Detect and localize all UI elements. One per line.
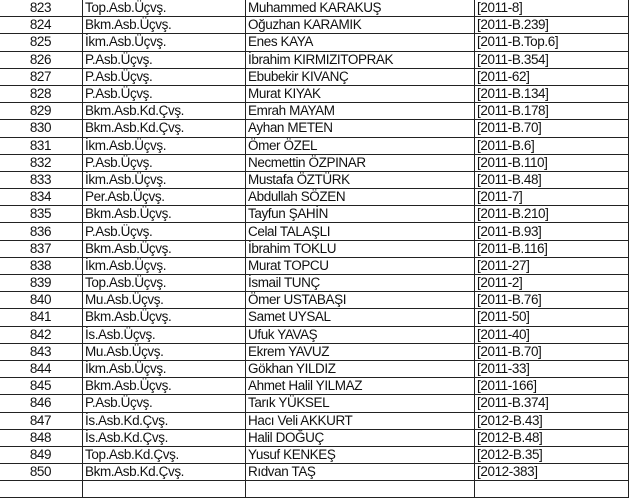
code-cell: [2011-50]	[475, 309, 629, 326]
code-cell: [2011-B.239]	[475, 17, 629, 34]
rank-cell: P.Asb.Üçvş.	[83, 223, 246, 240]
row-number: 829	[0, 103, 83, 120]
row-number: 846	[0, 395, 83, 412]
rank-cell: İkm.Asb.Üçvş.	[83, 137, 246, 154]
row-number: 840	[0, 292, 83, 309]
name-cell: İsmail TUNÇ	[246, 275, 475, 292]
code-cell: [2012-B.48]	[475, 429, 629, 446]
table-row	[0, 154, 629, 171]
row-number: 848	[0, 429, 83, 446]
rank-cell: İs.Asb.Üçvş.	[83, 326, 246, 343]
empty-cell	[246, 481, 475, 498]
row-number: 831	[0, 137, 83, 154]
code-cell: [2011-8]	[475, 0, 629, 17]
table-row	[0, 17, 629, 34]
row-number: 827	[0, 68, 83, 85]
name-cell: Celal TALAŞLI	[246, 223, 475, 240]
name-cell: Rıdvan TAŞ	[246, 464, 475, 481]
table-row	[0, 103, 629, 120]
name-cell: Necmettin ÖZPINAR	[246, 154, 475, 171]
code-cell: [2012-B.43]	[475, 412, 629, 429]
empty-row	[0, 481, 629, 498]
rank-cell: İkm.Asb.Üçvş.	[83, 360, 246, 377]
table-row	[0, 309, 629, 326]
name-cell: Muhammed KARAKUŞ	[246, 0, 475, 17]
empty-cell	[0, 481, 83, 498]
row-number: 850	[0, 464, 83, 481]
name-cell: Halil DOĞUÇ	[246, 429, 475, 446]
table-row	[0, 292, 629, 309]
code-cell: [2011-B.134]	[475, 85, 629, 102]
code-cell: [2012-383]	[475, 464, 629, 481]
name-cell: Yusuf KENKEŞ	[246, 446, 475, 463]
code-cell: [2011-2]	[475, 275, 629, 292]
table-row	[0, 464, 629, 481]
name-cell: Gökhan YILDIZ	[246, 360, 475, 377]
code-cell: [2011-B.48]	[475, 171, 629, 188]
rank-cell: Mu.Asb.Üçvş.	[83, 292, 246, 309]
rank-cell: P.Asb.Üçvş.	[83, 51, 246, 68]
row-number: 843	[0, 343, 83, 360]
rank-cell: P.Asb.Üçvş.	[83, 154, 246, 171]
empty-cell	[475, 481, 629, 498]
row-number: 838	[0, 257, 83, 274]
table-row	[0, 223, 629, 240]
code-cell: [2011-27]	[475, 257, 629, 274]
table-row	[0, 343, 629, 360]
name-cell: Murat KIYAK	[246, 85, 475, 102]
row-number: 834	[0, 189, 83, 206]
name-cell: Samet UYSAL	[246, 309, 475, 326]
row-number: 837	[0, 240, 83, 257]
table-row	[0, 326, 629, 343]
rank-cell: İkm.Asb.Üçvş.	[83, 171, 246, 188]
table-row	[0, 378, 629, 395]
name-cell: Mustafa ÖZTÜRK	[246, 171, 475, 188]
rank-cell: İkm.Asb.Üçvş.	[83, 257, 246, 274]
row-number: 842	[0, 326, 83, 343]
row-number: 835	[0, 206, 83, 223]
row-number: 849	[0, 446, 83, 463]
table-row	[0, 171, 629, 188]
name-cell: Murat TOPCU	[246, 257, 475, 274]
rank-cell: Top.Asb.Üçvş.	[83, 0, 246, 17]
code-cell: [2011-B.70]	[475, 120, 629, 137]
name-cell: Emrah MAYAM	[246, 103, 475, 120]
name-cell: Ufuk YAVAŞ	[246, 326, 475, 343]
name-cell: Ömer ÖZEL	[246, 137, 475, 154]
name-cell: Ahmet Halil YILMAZ	[246, 378, 475, 395]
table-row	[0, 51, 629, 68]
row-number: 823	[0, 0, 83, 17]
row-number: 828	[0, 85, 83, 102]
table-row	[0, 85, 629, 102]
rank-cell: Bkm.Asb.Kd.Çvş.	[83, 103, 246, 120]
code-cell: [2011-B.374]	[475, 395, 629, 412]
row-number: 830	[0, 120, 83, 137]
code-cell: [2011-40]	[475, 326, 629, 343]
table-row	[0, 0, 629, 17]
name-cell: Tayfun ŞAHİN	[246, 206, 475, 223]
code-cell: [2011-B.178]	[475, 103, 629, 120]
rank-cell: Bkm.Asb.Üçvş.	[83, 240, 246, 257]
code-cell: [2011-B.Top.6]	[475, 34, 629, 51]
name-cell: İbrahim TOKLU	[246, 240, 475, 257]
table-row	[0, 120, 629, 137]
rank-cell: Per.Asb.Üçvş.	[83, 189, 246, 206]
rank-cell: Mu.Asb.Üçvş.	[83, 343, 246, 360]
name-cell: Abdullah SÖZEN	[246, 189, 475, 206]
code-cell: [2011-B.6]	[475, 137, 629, 154]
rank-cell: İs.Asb.Kd.Çvş.	[83, 412, 246, 429]
empty-cell	[83, 481, 246, 498]
rank-cell: Bkm.Asb.Üçvş.	[83, 309, 246, 326]
rank-cell: Top.Asb.Kd.Çvş.	[83, 446, 246, 463]
row-number: 845	[0, 378, 83, 395]
table-row	[0, 360, 629, 377]
name-cell: Ömer USTABAŞI	[246, 292, 475, 309]
name-cell: Oğuzhan KARAMIK	[246, 17, 475, 34]
rank-cell: P.Asb.Üçvş.	[83, 85, 246, 102]
code-cell: [2011-B.354]	[475, 51, 629, 68]
code-cell: [2011-B.93]	[475, 223, 629, 240]
row-number: 841	[0, 309, 83, 326]
code-cell: [2011-B.70]	[475, 343, 629, 360]
code-cell: [2011-166]	[475, 378, 629, 395]
name-cell: Hacı Veli AKKURT	[246, 412, 475, 429]
table-row	[0, 257, 629, 274]
code-cell: [2011-B.116]	[475, 240, 629, 257]
row-number: 832	[0, 154, 83, 171]
table-row	[0, 137, 629, 154]
rank-cell: Top.Asb.Üçvş.	[83, 275, 246, 292]
row-number: 826	[0, 51, 83, 68]
rank-cell: İkm.Asb.Üçvş.	[83, 34, 246, 51]
code-cell: [2011-B.76]	[475, 292, 629, 309]
table-row	[0, 275, 629, 292]
rank-cell: İs.Asb.Kd.Çvş.	[83, 429, 246, 446]
name-cell: Tarık YÜKSEL	[246, 395, 475, 412]
table-row	[0, 395, 629, 412]
table-row	[0, 206, 629, 223]
row-number: 839	[0, 275, 83, 292]
rank-cell: Bkm.Asb.Üçvş.	[83, 206, 246, 223]
table-row	[0, 446, 629, 463]
code-cell: [2011-62]	[475, 68, 629, 85]
rank-cell: Bkm.Asb.Üçvş.	[83, 378, 246, 395]
table-row	[0, 34, 629, 51]
name-cell: Ebubekir KIVANÇ	[246, 68, 475, 85]
rank-cell: P.Asb.Üçvş.	[83, 68, 246, 85]
row-number: 833	[0, 171, 83, 188]
rank-cell: Bkm.Asb.Kd.Çvş.	[83, 120, 246, 137]
row-number: 824	[0, 17, 83, 34]
table-row	[0, 429, 629, 446]
rank-cell: P.Asb.Üçvş.	[83, 395, 246, 412]
name-cell: Ekrem YAVUZ	[246, 343, 475, 360]
name-cell: Enes KAYA	[246, 34, 475, 51]
rank-cell: Bkm.Asb.Üçvş.	[83, 17, 246, 34]
row-number: 836	[0, 223, 83, 240]
table-row	[0, 189, 629, 206]
name-cell: Ayhan METEN	[246, 120, 475, 137]
row-number: 847	[0, 412, 83, 429]
row-number: 844	[0, 360, 83, 377]
row-number: 825	[0, 34, 83, 51]
code-cell: [2011-B.210]	[475, 206, 629, 223]
table-row	[0, 412, 629, 429]
table-row	[0, 68, 629, 85]
rank-cell: Bkm.Asb.Kd.Çvş.	[83, 464, 246, 481]
code-cell: [2011-B.110]	[475, 154, 629, 171]
code-cell: [2011-33]	[475, 360, 629, 377]
code-cell: [2011-7]	[475, 189, 629, 206]
code-cell: [2012-B.35]	[475, 446, 629, 463]
table-row	[0, 240, 629, 257]
name-cell: İbrahim KIRMIZITOPRAK	[246, 51, 475, 68]
